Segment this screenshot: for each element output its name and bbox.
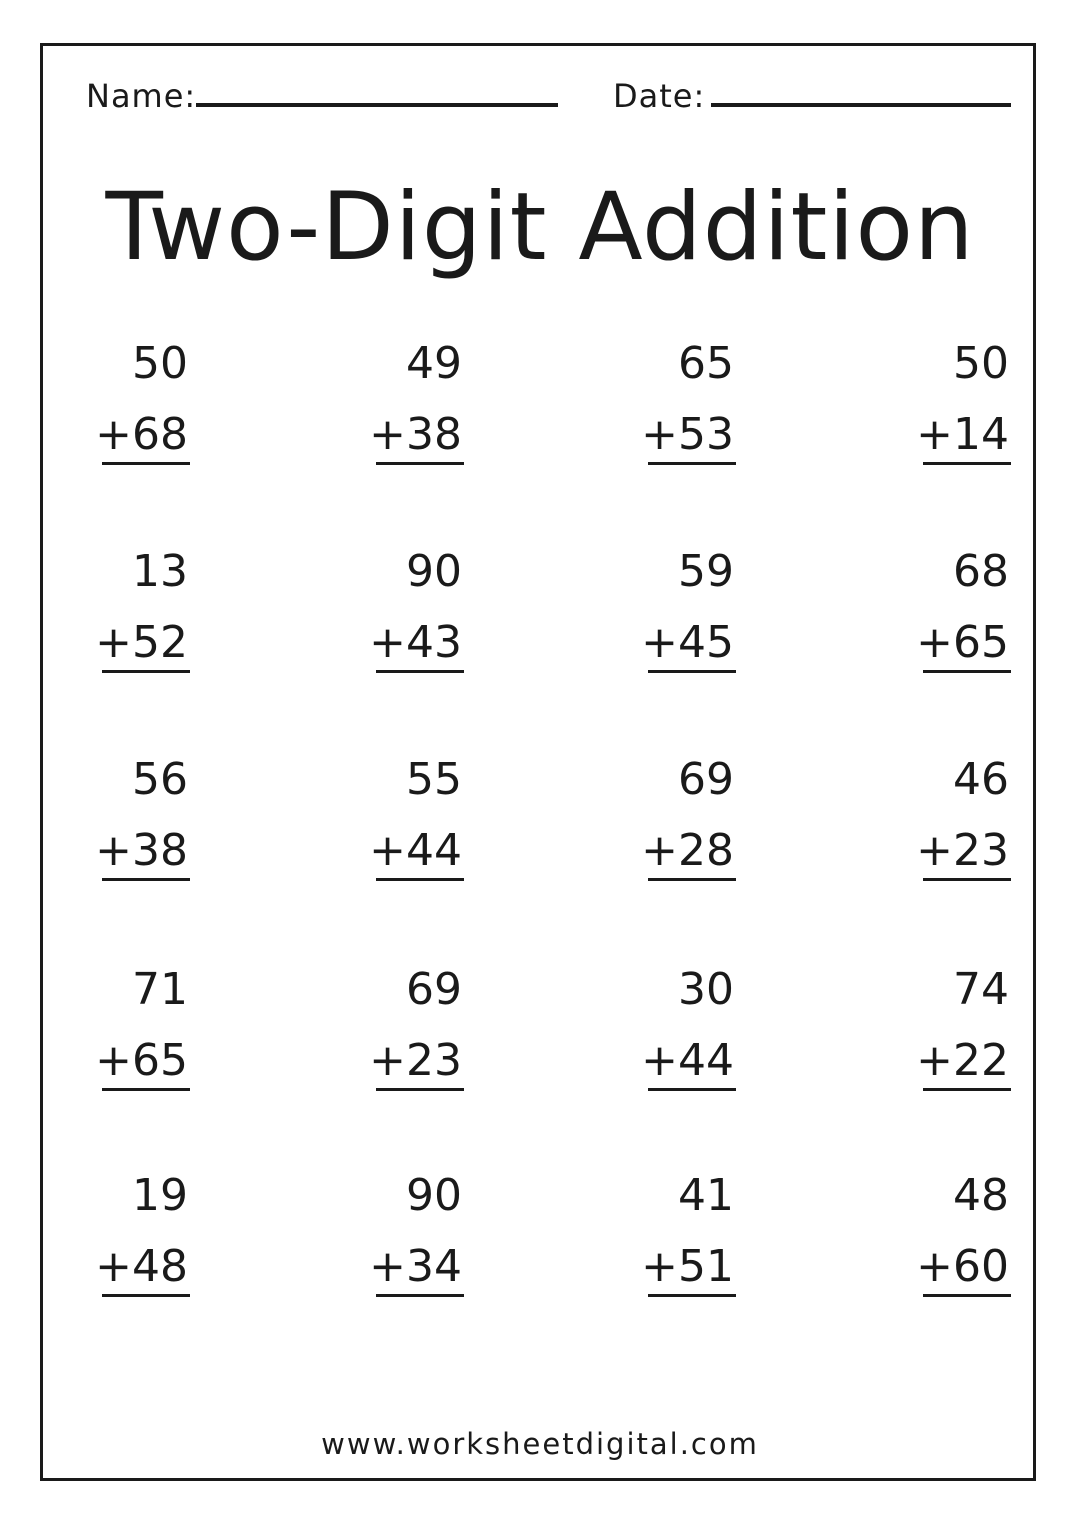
problem-addend: 46 [953, 754, 1009, 805]
problem-card [916, 546, 1011, 674]
problem-addend-with-plus: +68 [95, 409, 188, 460]
problem-addend: 59 [678, 546, 734, 597]
problem-addend-with-plus: +52 [95, 617, 188, 668]
answer-line[interactable] [648, 670, 736, 673]
problem-card [369, 1170, 464, 1298]
problem-addend-with-plus: +14 [916, 409, 1009, 460]
problem-card [641, 1170, 736, 1298]
answer-line[interactable] [648, 1088, 736, 1091]
problem-addend-with-plus: +23 [369, 1035, 462, 1086]
page-title: Two-Digit Addition [105, 173, 975, 282]
problem-addend: 41 [678, 1170, 734, 1221]
problem-addend: 50 [953, 338, 1009, 389]
problem-addend-with-plus: +45 [641, 617, 734, 668]
problem-addend-with-plus: +65 [95, 1035, 188, 1086]
answer-line[interactable] [102, 462, 190, 465]
date-field[interactable] [711, 103, 1011, 107]
answer-line[interactable] [923, 1088, 1011, 1091]
problem-addend-with-plus: +51 [641, 1241, 734, 1292]
answer-line[interactable] [376, 462, 464, 465]
problem-addend: 69 [678, 754, 734, 805]
problem-card [916, 1170, 1011, 1298]
problem-addend-with-plus: +44 [369, 825, 462, 876]
problem-addend: 50 [132, 338, 188, 389]
problem-addend: 68 [953, 546, 1009, 597]
problem-addend: 90 [406, 546, 462, 597]
problem-addend: 49 [406, 338, 462, 389]
problem-addend-with-plus: +44 [641, 1035, 734, 1086]
name-label: Name: [86, 77, 197, 115]
problem-addend-with-plus: +48 [95, 1241, 188, 1292]
answer-line[interactable] [376, 878, 464, 881]
problem-addend-with-plus: +23 [916, 825, 1009, 876]
answer-line[interactable] [923, 1294, 1011, 1297]
problem-card [641, 964, 736, 1092]
problem-addend: 90 [406, 1170, 462, 1221]
answer-line[interactable] [102, 1088, 190, 1091]
answer-line[interactable] [648, 462, 736, 465]
problem-addend: 74 [953, 964, 1009, 1015]
problem-addend-with-plus: +53 [641, 409, 734, 460]
answer-line[interactable] [376, 1088, 464, 1091]
problem-addend-with-plus: +38 [369, 409, 462, 460]
problem-addend-with-plus: +65 [916, 617, 1009, 668]
problem-card [95, 546, 190, 674]
problem-addend-with-plus: +43 [369, 617, 462, 668]
problem-addend-with-plus: +34 [369, 1241, 462, 1292]
problem-addend: 69 [406, 964, 462, 1015]
problem-addend: 48 [953, 1170, 1009, 1221]
problem-card [369, 546, 464, 674]
problem-addend: 19 [132, 1170, 188, 1221]
problem-addend-with-plus: +28 [641, 825, 734, 876]
footer-website-url: www.worksheetdigital.com [321, 1427, 759, 1461]
answer-line[interactable] [376, 670, 464, 673]
answer-line[interactable] [102, 670, 190, 673]
problem-addend: 55 [406, 754, 462, 805]
problem-card [369, 964, 464, 1092]
problem-addend: 30 [678, 964, 734, 1015]
problem-card [95, 338, 190, 466]
answer-line[interactable] [923, 878, 1011, 881]
answer-line[interactable] [102, 878, 190, 881]
problem-addend: 71 [132, 964, 188, 1015]
answer-line[interactable] [923, 462, 1011, 465]
problem-card [916, 964, 1011, 1092]
problem-card [95, 754, 190, 882]
problem-addend: 65 [678, 338, 734, 389]
problem-card [369, 338, 464, 466]
problem-card [916, 338, 1011, 466]
problem-addend: 13 [132, 546, 188, 597]
problem-addend-with-plus: +60 [916, 1241, 1009, 1292]
answer-line[interactable] [648, 1294, 736, 1297]
problem-addend: 56 [132, 754, 188, 805]
name-field[interactable] [196, 103, 558, 107]
answer-line[interactable] [376, 1294, 464, 1297]
problem-card [95, 964, 190, 1092]
problem-addend-with-plus: +38 [95, 825, 188, 876]
answer-line[interactable] [648, 878, 736, 881]
problem-card [95, 1170, 190, 1298]
problem-addend-with-plus: +22 [916, 1035, 1009, 1086]
problem-card [916, 754, 1011, 882]
answer-line[interactable] [102, 1294, 190, 1297]
problem-card [641, 338, 736, 466]
problem-card [641, 754, 736, 882]
answer-line[interactable] [923, 670, 1011, 673]
problem-card [641, 546, 736, 674]
date-label: Date: [613, 77, 706, 115]
problem-card [369, 754, 464, 882]
